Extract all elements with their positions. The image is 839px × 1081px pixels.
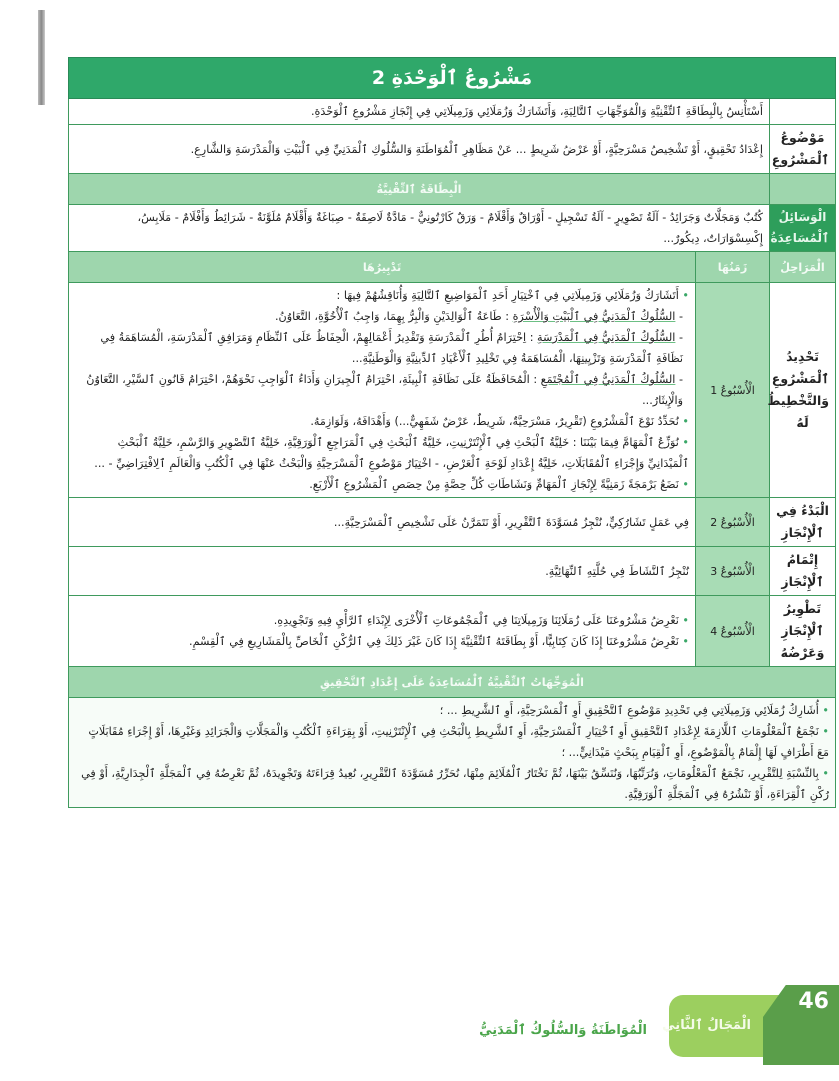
aids-text: كُتُبٌ وَمَجَلَّاتٌ وَجَرَائِدُ - آلَةُ تَصْوِيرٍ - آلَةُ تَسْجِيلٍ - أَوْرَاقٌ وَأَقْلَامٌ - وَرَقٌ كَارْتُونِيٌّ - مَادَّةٌ لَاصِقَةٌ - صِبَاغَةٌ وَأَقْلَامٌ مُلَوَّنَةٌ - شَرَائِطُ وَأَفْلَامٌ - مَلَابِسُ، إِكْسِسْوَارَاتٌ، دِيكُورٌ... (69, 205, 770, 252)
plan-text: فِي عَمَلٍ تَشَارُكِيٍّ، نُنْجِزُ مُسَوَّدَةَ ٱلتَّقْرِيرِ، أَوْ نَتَمَرَّنُ عَلَى تَشْخِيصِ ٱلْمَسْرَحِيَّةِ... (333, 515, 689, 529)
page-number: 46 (798, 989, 829, 1014)
guideline-item (75, 763, 829, 805)
stage-plan (69, 547, 696, 596)
stage-week: الْأُسْبُوعُ 4 (696, 596, 770, 667)
stage-week: الْأُسْبُوعُ 3 (696, 547, 770, 596)
book-spine-shadow (38, 10, 45, 105)
plan-text: نَعْرِضُ مَشْرُوعَنَا إِذَا كَانَ كِتَابِيًّا، أَوْ بِطَاقَتَهُ ٱلتِّقْنِيَّةَ إِذَا كَانَ غَيْرَ ذَلِكَ فِي ٱلرُّكْنِ ٱلْخَاصِّ بِالْمَشَارِيعِ فِي ٱلْقِسْمِ. (189, 635, 679, 648)
sub-topic-heading: السُّلُوكُ ٱلْمَدَنِيُّ فِي ٱلْمُجْتَمَعِ (540, 373, 676, 386)
sub-topic-text: : الْمُحَافَظَةُ عَلَى نَظَافَةِ ٱلْبِيئَةِ، احْتِرَامُ ٱلْجِيرَانِ وَأَدَاءُ ٱلْوَاجِبِ نَحْوَهُمْ، احْتِرَامُ قَانُونِ ٱلسَّيْرِ، التَّعَاوُنُ وَالْإِيثَارُ... (86, 373, 683, 407)
domain-name: الْمُوَاطَنَةُ وَالسُّلُوكُ ٱلْمَدَنِيُّ (479, 1023, 647, 1038)
plan-line: - السُّلُوكُ ٱلْمَدَنِيُّ فِي ٱلْمَدْرَسَةِ : اِحْتِرَامُ أُطُرِ ٱلْمَدْرَسَةِ وَتَقْدِيرُ أَعْمَالِهِمْ، الْحِفَاظُ عَلَى ٱلنِّظَامِ وَمَرَافِقِ ٱلْمَدْرَسَةِ، الْمُسَاهَمَةُ فِي نَظَافَةِ ٱلْمَدْرَسَةِ وَتَزْيِينِهَا، الْمُسَاهَمَةُ فِي تَخْلِيدِ ٱلْأَعْيَادِ ٱلدِّينِيَّةِ وَالْوَطَنِيَّةِ... (100, 331, 683, 365)
guideline-item (75, 721, 829, 763)
topic-label: مَوْضُوعُ ٱلْمَشْرُوعِ (770, 125, 836, 174)
plan-line (75, 631, 689, 652)
guidelines-box (69, 698, 836, 808)
guideline-text: بِالنِّسْبَةِ لِلتَّقْرِيرِ، نَجْمَعُ ٱلْمَعْلُومَاتِ، وَنُرَتِّبُهَا، وَنُنَسِّقُ بَيْنَهَا، ثُمَّ نَخْتَارُ ٱلْمُلَائِمَ مِنْهَا، نُحَرِّرُ مُسَوَّدَةَ ٱلتَّقْرِيرِ، نُعِيدُ قِرَاءَتَهُ وَتَجْوِيدَهُ، ثُمَّ نَعْرِضُهُ فِي ٱلْمَجَلَّةِ ٱلْجِدَارِيَّةِ، أَوْ فِي رُكْنِ ٱلْقِرَاءَةِ، أَوْ نَنْشُرُهُ فِي ٱلْمَجَلَّةِ ٱلْوَرَقِيَّةِ. (81, 767, 829, 801)
stage-row (69, 596, 836, 667)
plan-line: - السُّلُوكُ ٱلْمَدَنِيُّ فِي ٱلْمُجْتَمَعِ : الْمُحَافَظَةُ عَلَى نَظَافَةِ ٱلْبِيئَةِ، احْتِرَامُ ٱلْجِيرَانِ وَأَدَاءُ ٱلْوَاجِبِ نَحْوَهُمْ، احْتِرَامُ قَانُونِ ٱلسَّيْرِ، التَّعَاوُنُ وَالْإِيثَارُ... (86, 373, 683, 407)
sub-topic-heading: السُّلُوكُ ٱلْمَدَنِيُّ فِي ٱلْمَدْرَسَةِ (537, 331, 676, 344)
plan-text: نُنْجِزُ ٱلنَّشَاطَ فِي حُلَّتِهِ ٱلنِّهَائِيَّةِ. (545, 564, 689, 578)
stage-row (69, 498, 836, 547)
stage-plan (69, 596, 696, 667)
unit-project-sheet (68, 57, 836, 808)
intro-text: أَسْتَأْنِسُ بِالْبِطَاقَةِ ٱلتِّقْنِيَّةِ وَالْمُوَجِّهَاتِ ٱلتَّالِيَةِ، وَأَتَشَارَكُ وَزُمَلَائِي وَزَمِيلَاتِي فِي إِنْجَازِ مَشْرُوعِ ٱلْوَحْدَةِ. (69, 99, 770, 125)
section-name: الْمَجَالُ ٱلثَّانِي (662, 1018, 751, 1033)
plan-text: نَعْرِضُ مَشْرُوعَنَا عَلَى زُمَلَائِنَا وَزَمِيلَاتِنَا فِي ٱلْمَجْمُوعَاتِ ٱلْأُخْرَى لِإِبْدَاءِ ٱلرَّأْيِ فِيهِ وَتَجْوِيدِهِ. (273, 614, 679, 627)
guidelines-header: الْمُوَجِّهَاتُ ٱلتِّقْنِيَّةُ ٱلْمُسَاعِدَةُ عَلَى إِعْدَادِ ٱلتَّحْقِيقِ (69, 667, 836, 698)
stage-row (69, 283, 836, 498)
col-time: زَمَنُهَا (696, 252, 770, 283)
guidelines-list (75, 700, 829, 805)
plan-line (75, 610, 689, 631)
plan-line (75, 561, 689, 582)
stage-label: تَحْدِيدُ ٱلْمَشْرُوعِ وَالتَّخْطِيطُ لَهُ (770, 283, 836, 498)
sub-topic-heading: السُّلُوكُ ٱلْمَدَنِيُّ فِي ٱلْبَيْتِ وَالْأُسْرَةِ (512, 310, 676, 323)
stage-plan (69, 283, 696, 498)
stage-label: إِتْمَامُ ٱلْإِنْجَازِ (770, 547, 836, 596)
guideline-item (75, 700, 829, 721)
stages-body (69, 283, 836, 667)
stage-label: تَطْوِيرُ ٱلْإِنْجَازِ وَعَرْضُهُ (770, 596, 836, 667)
aids-label: الْوَسَائِلُ ٱلْمُسَاعِدَةُ (770, 205, 836, 252)
tech-card-header: الْبِطَاقَةُ ٱلتِّقْنِيَّةُ (69, 174, 770, 205)
plan-line (75, 285, 689, 306)
plan-line (75, 512, 689, 533)
plan-line: - السُّلُوكُ ٱلْمَدَنِيُّ فِي ٱلْبَيْتِ وَالْأُسْرَةِ : طَاعَةُ ٱلْوَالِدَيْنِ وَالْبِرُّ بِهِمَا، وَاجِبُ ٱلْأُخُوَّةِ، التَّعَاوُنُ. (274, 310, 683, 323)
guideline-text: أُشَارِكُ زُمَلَائِي وَزَمِيلَاتِي فِي تَحْدِيدِ مَوْضُوعِ ٱلتَّحْقِيقِ أَوِ ٱلْمَسْرَحِيَّةِ، أَوِ ٱلشَّرِيطِ ... ؛ (439, 704, 819, 717)
col-stages: الْمَرَاحِلُ (770, 252, 836, 283)
topic-text: إِعْدَادُ تَحْقِيقٍ، أَوْ تَشْخِيصُ مَسْرَحِيَّةٍ، أَوْ عَرْضُ شَرِيطٍ ... عَنْ مَظَاهِرِ ٱلْمُوَاطَنَةِ وَالسُّلُوكِ ٱلْمَدَنِيِّ فِي ٱلْبَيْتِ وَالْمَدْرَسَةِ وَالشَّارِعِ. (69, 125, 770, 174)
guideline-text: نَجْمَعُ ٱلْمَعْلُومَاتِ ٱللَّازِمَةَ لِإِعْدَادِ ٱلتَّحْقِيقِ أَوِ ٱخْتِيَارِ ٱلْمَسْرَحِيَّةِ، أَوِ ٱلشَّرِيطِ بِالْبَحْثِ فِي ٱلْإِنْتَرْنِيتِ، أَوْ بِقِرَاءَةِ ٱلْكُتُبِ وَالْمَجَلَّاتِ وَالْجَرَائِدِ وَغَيْرِهَا، أَوْ إِجْرَاءِ مُقَابَلَاتٍ مَعَ أَطْرَافٍ لَهَا إِلْمَامٌ بِالْمَوْضُوعِ، أَوِ ٱلْقِيَامِ بِبَحْثٍ مَيْدَانِيٍّ... ؛ (88, 725, 829, 759)
page-title: مَشْرُوعُ ٱلْوَحْدَةِ 2 (69, 58, 836, 99)
page-footer (0, 985, 839, 1081)
project-table (68, 57, 836, 808)
sub-topic-text: : طَاعَةُ ٱلْوَالِدَيْنِ وَالْبِرُّ بِهِمَا، وَاجِبُ ٱلْأُخُوَّةِ، التَّعَاوُنُ. (274, 310, 513, 323)
plan-text: نُوَزِّعُ ٱلْمَهَامَّ فِيمَا بَيْنَنَا : خَلِيَّةُ ٱلْبَحْثِ فِي ٱلْإِنْتَرْنِيتِ، خَلِيَّةُ ٱلْبَحْثِ فِي ٱلْمَرَاجِعِ ٱلْوَرَقِيَّةِ، خَلِيَّةُ ٱلتَّصْوِيرِ وَالرَّسْمِ، خَلِيَّةُ ٱلْبَحْثِ ٱلْمَيْدَانِيِّ وَإِجْرَاءِ ٱلْمُقَابَلَاتِ، خَلِيَّةُ إِعْدَادِ لَوْحَةِ ٱلْعَرْضِ، - اخْتِيَارُ مَوْضُوعِ ٱلْمَسْرَحِيَّةِ وَالْبَحْثُ عَنْهَا فِي ٱلْكُتُبِ وَالْعَالَمِ ٱلِافْتِرَاضِيِّ - ... (94, 436, 689, 470)
plan-text: أَتَشَارَكُ وَزُمَلَائِي وَزَمِيلَاتِي فِي ٱخْتِيَارِ أَحَدِ ٱلْمَوَاضِيعِ ٱلتَّالِيَةِ وَأُنَاقِشُهُمْ فِيهَا : (336, 289, 679, 302)
col-plan: تَدْبِيرُهَا (69, 252, 696, 283)
plan-line (75, 432, 689, 474)
stage-week: الْأُسْبُوعُ 2 (696, 498, 770, 547)
plan-text: نَضَعُ بَرْمَجَةً زَمَنِيَّةً لِإِنْجَازِ ٱلْمَهَامِّ وَنَشَاطَاتِ كُلِّ حِصَّةٍ مِنْ حِصَصِ ٱلْمَشْرُوعِ ٱلْأَرْبَعِ. (309, 478, 679, 491)
stage-week: الْأُسْبُوعُ 1 (696, 283, 770, 498)
sub-topic-text: : اِحْتِرَامُ أُطُرِ ٱلْمَدْرَسَةِ وَتَقْدِيرُ أَعْمَالِهِمْ، الْحِفَاظُ عَلَى ٱلنِّظَامِ وَمَرَافِقِ ٱلْمَدْرَسَةِ، الْمُسَاهَمَةُ فِي نَظَافَةِ ٱلْمَدْرَسَةِ وَتَزْيِينِهَا، الْمُسَاهَمَةُ فِي تَخْلِيدِ ٱلْأَعْيَادِ ٱلدِّينِيَّةِ وَالْوَطَنِيَّةِ... (100, 331, 683, 365)
stage-row (69, 547, 836, 596)
stage-label: الْبَدْءُ فِي ٱلْإِنْجَازِ (770, 498, 836, 547)
plan-text: نُحَدِّدُ نَوْعَ ٱلْمَشْرُوعِ (تَقْرِيرٌ، مَسْرَحِيَّةٌ، شَرِيطٌ، عَرْضٌ شَفَهِيٌّ...) وَأَهْدَافَهُ، وَلَوَازِمَهُ. (310, 415, 679, 428)
plan-line (75, 474, 689, 495)
stage-plan (69, 498, 696, 547)
plan-line (75, 411, 689, 432)
